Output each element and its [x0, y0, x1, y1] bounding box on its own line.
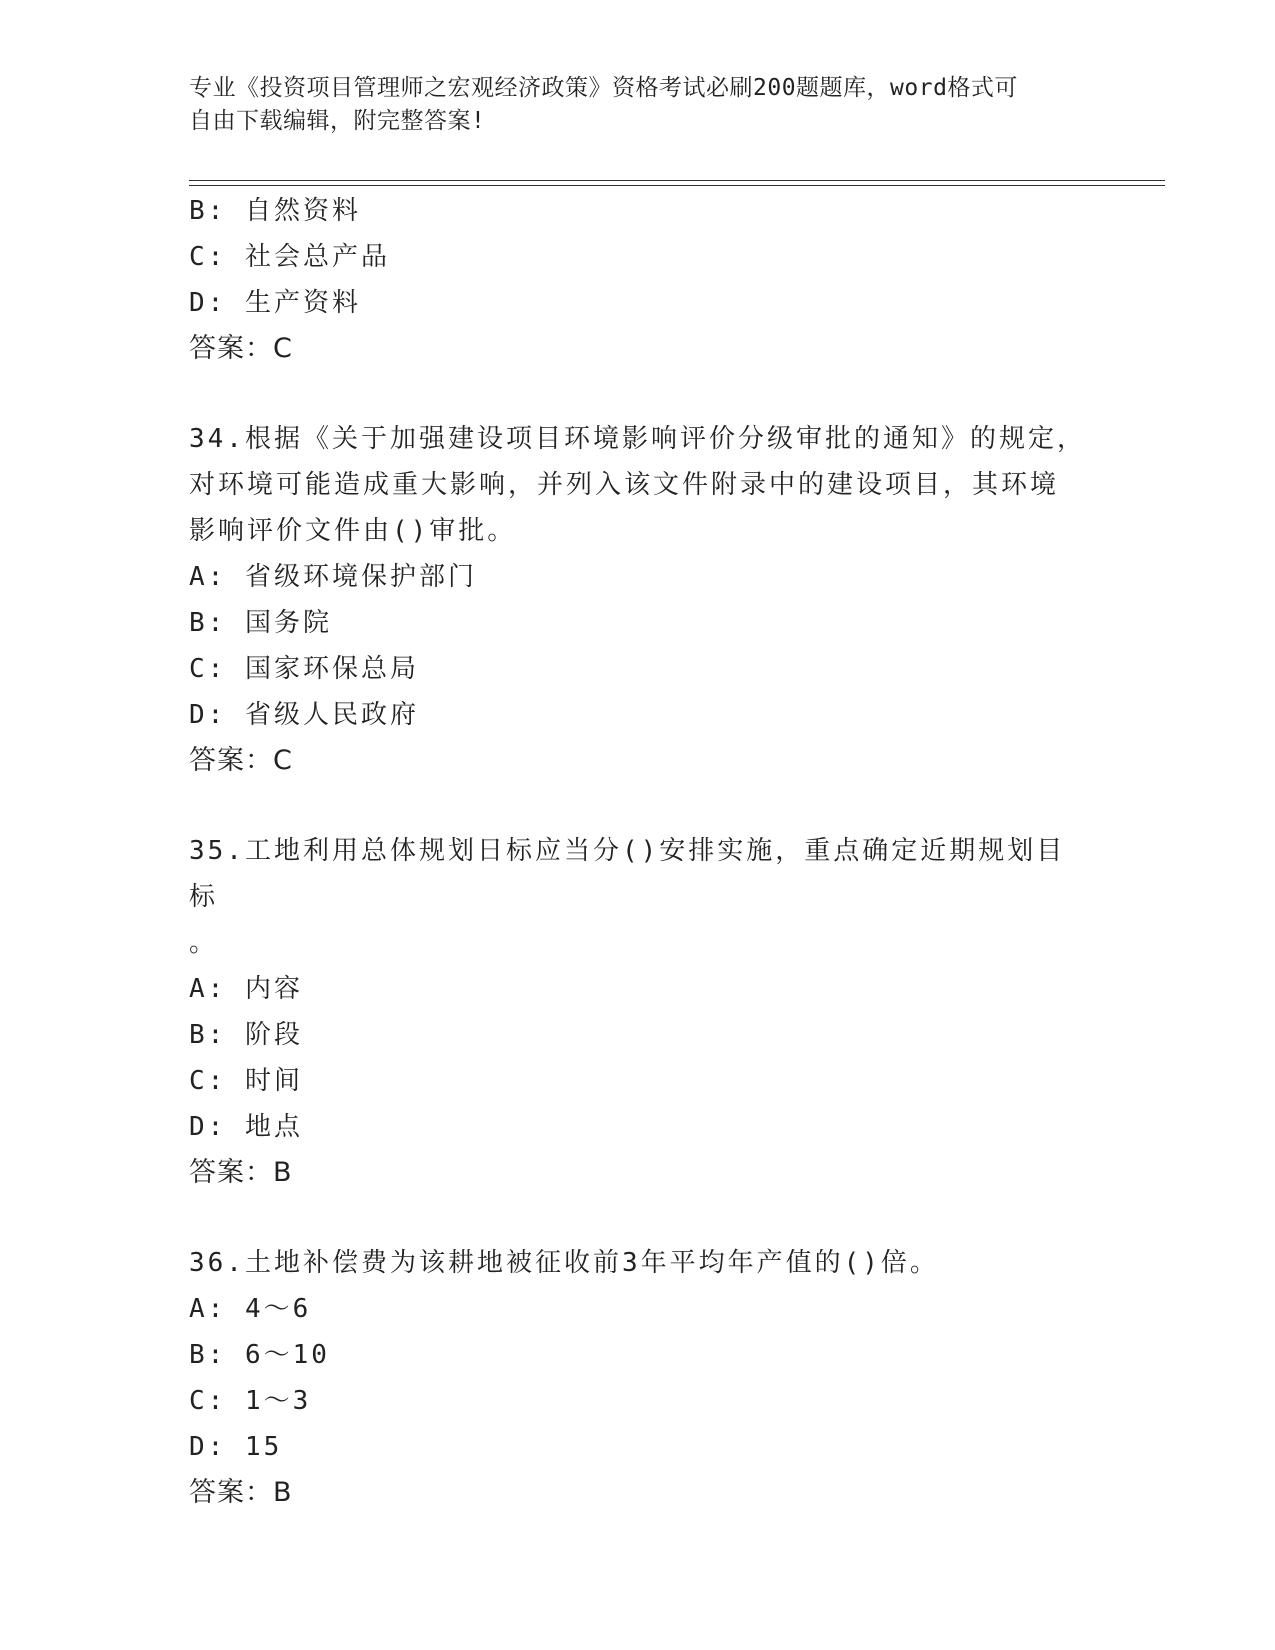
question-35 [189, 828, 1089, 1196]
answer-line: 答案：B [189, 1157, 293, 1188]
option-a: A: 4～6 [189, 1294, 312, 1324]
question-33-continuation [189, 188, 1089, 372]
option-b: B: 6～10 [189, 1340, 330, 1370]
option-a: A: 省级环境保护部门 [189, 562, 477, 592]
option-d: D: 生产资料 [189, 288, 361, 318]
option-d: D: 地点 [189, 1112, 303, 1142]
answer-line: 答案：B [189, 1477, 293, 1508]
question-list [189, 188, 1089, 1516]
spacer [189, 784, 1089, 828]
question-34 [189, 416, 1089, 784]
option-d: D: 省级人民政府 [189, 700, 419, 730]
header-divider [189, 180, 1165, 186]
stem-line: 。 [189, 928, 219, 958]
question-stem [189, 828, 1089, 966]
option-c: C: 国家环保总局 [189, 654, 419, 684]
stem-line: 34.根据《关于加强建设项目环境影响评价分级审批的通知》的规定， [189, 424, 1086, 454]
option-c: C: 1～3 [189, 1386, 312, 1416]
stem-line: 对环境可能造成重大影响，并列入该文件附录中的建设项目，其环境 [189, 470, 1060, 500]
option-c: C: 时间 [189, 1066, 303, 1096]
header-line-1: 专业《投资项目管理师之宏观经济政策》资格考试必刷200题题库，word格式可 [189, 75, 1018, 101]
option-b: B: 自然资料 [189, 196, 361, 226]
question-stem [189, 1240, 1089, 1286]
stem-line: 36.土地补偿费为该耕地被征收前3年平均年产值的()倍。 [189, 1248, 939, 1278]
question-stem [189, 416, 1089, 554]
header-line-2: 自由下载编辑，附完整答案! [189, 108, 486, 134]
stem-line: 影响评价文件由()审批。 [189, 516, 517, 546]
option-d: D: 15 [189, 1432, 283, 1462]
option-b: B: 国务院 [189, 608, 332, 638]
option-a: A: 内容 [189, 974, 303, 1004]
spacer [189, 372, 1089, 416]
option-c: C: 社会总产品 [189, 242, 390, 272]
answer-line: 答案：C [189, 333, 293, 364]
answer-line: 答案：C [189, 745, 293, 776]
stem-line: 35.工地利用总体规划日标应当分()安排实施，重点确定近期规划目标 [189, 836, 1066, 912]
document-header [189, 72, 1089, 138]
option-b: B: 阶段 [189, 1020, 303, 1050]
spacer [189, 1196, 1089, 1240]
question-36 [189, 1240, 1089, 1516]
